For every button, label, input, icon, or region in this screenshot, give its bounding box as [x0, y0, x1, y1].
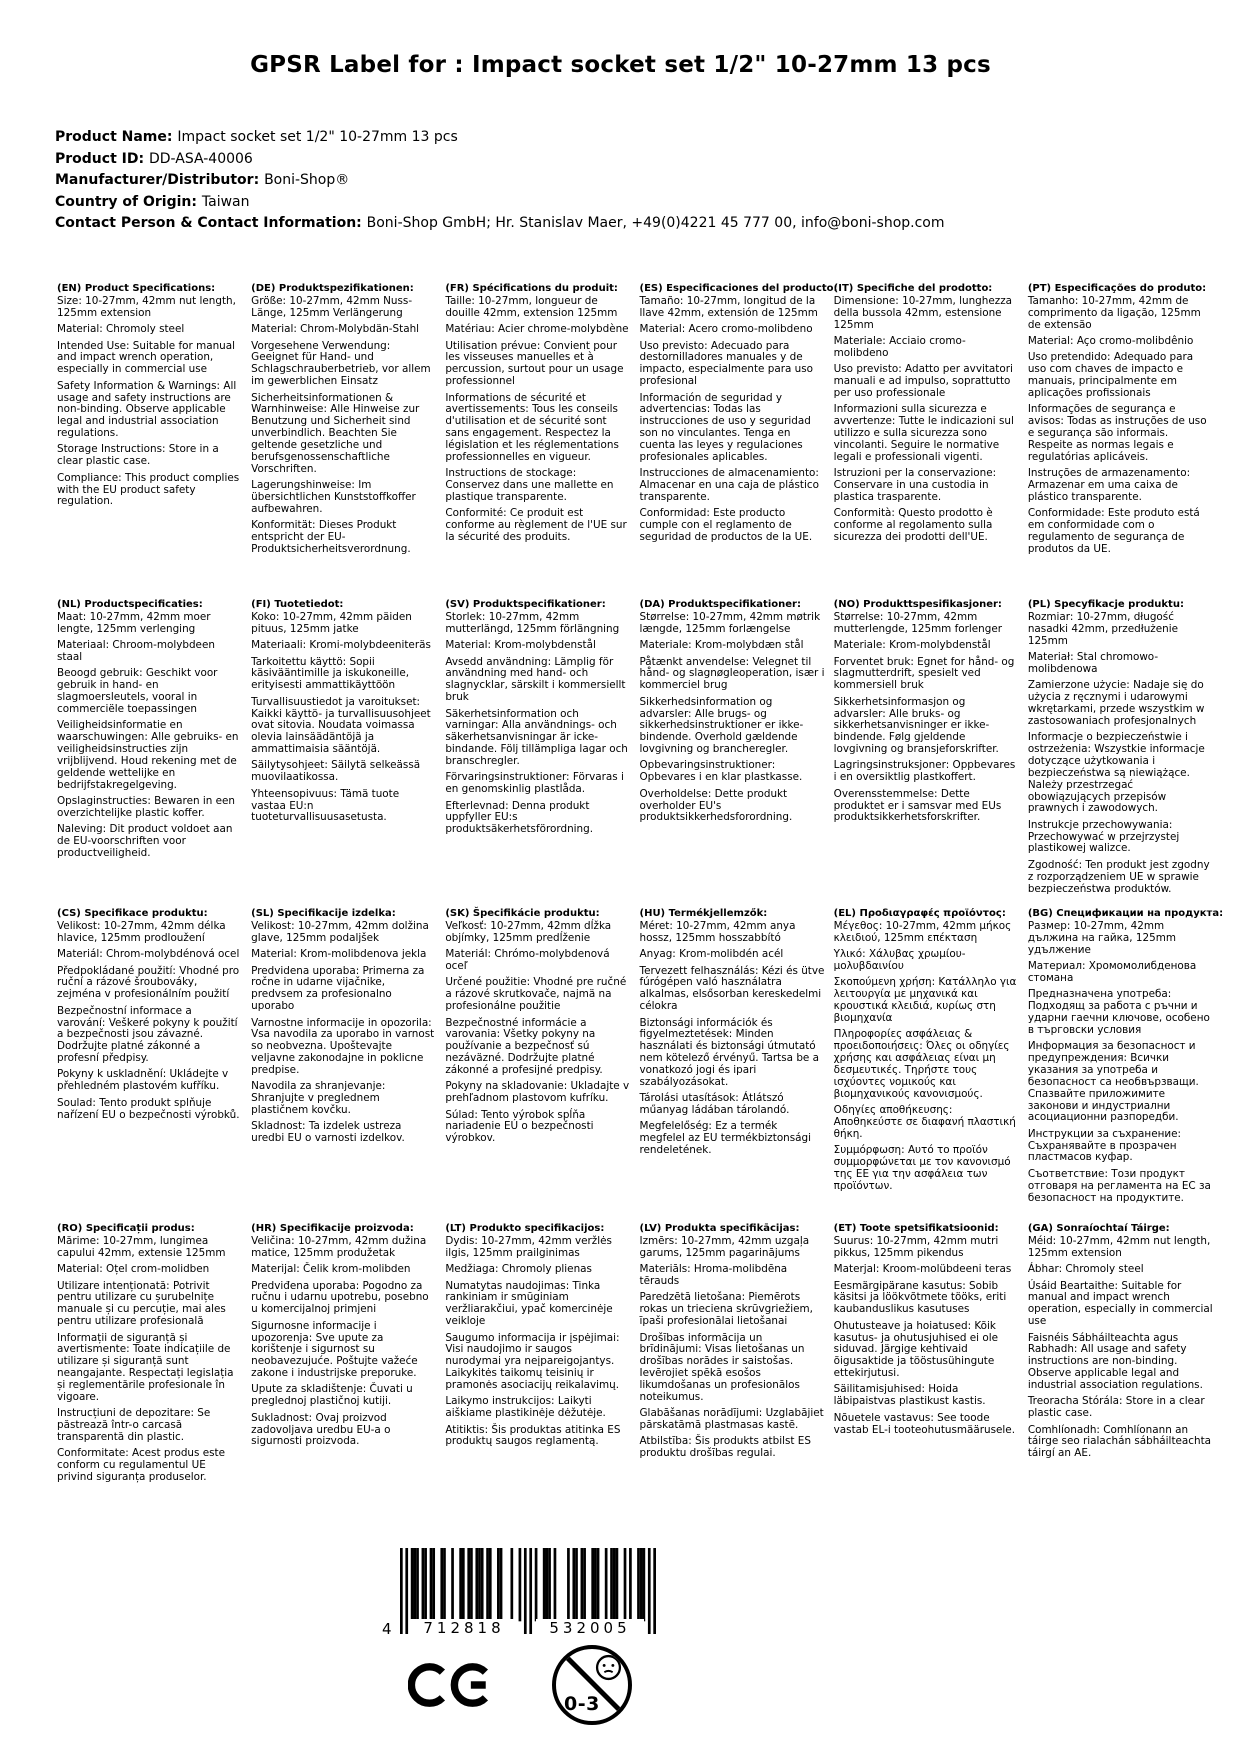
barcode-digits-left-group: 712818 [410, 1619, 518, 1637]
spec-paragraph: Lagerungshinweise: Im übersichtlichen Kunststoffkoffer aufbewahren. [251, 479, 416, 515]
spec-paragraph: Bezpečnostné informácie a varovania: Všetky pokyny na používanie a bezpečnosť sú nezáväzné. Dodržujte platné zákonné a profesijné predpisy. [445, 1016, 603, 1076]
spec-paragraph: Mărime: 10-27mm, lungimea capului 42mm, extensie 125mm [57, 1235, 226, 1259]
spec-paragraph: Größe: 10-27mm, 42mm Nuss-Länge, 125mm Verlängerung [251, 295, 413, 319]
spec-paragraph: Materiale: Acciaio cromo-molibdeno [833, 335, 966, 359]
spec-paragraph: Tervezett felhasználás: Kézi és ütve fúrógépen való használatra alkalmas, elsősorban kereskedelmi célokra [639, 964, 825, 1013]
spec-paragraph: Overholdelse: Dette produkt overholder EU's produktsikkerhedsforordning. [639, 787, 793, 824]
spec-heading: (HR) Specifikacije proizvoda: [251, 1223, 414, 1234]
product-info-label: Product Name: [55, 129, 178, 145]
spec-block-lt [445, 1223, 630, 1453]
spec-paragraph: Suurus: 10-27mm, 42mm mutri pikkus, 125mm pikendus [833, 1235, 999, 1259]
baby-face-icon [595, 1654, 622, 1681]
spec-paragraph: Koko: 10-27mm, 42mm päiden pituus, 125mm jatke [251, 611, 412, 635]
spec-block-sv [445, 599, 630, 841]
spec-heading: (RO) Specificații produs: [57, 1223, 195, 1234]
spec-paragraph: Soulad: Tento produkt splňuje nařízení EU o bezpečnosti výrobků. [57, 1096, 240, 1121]
spec-paragraph: Μέγεθος: 10-27mm, 42mm μήκος κλειδιού, 125mm επέκταση [833, 920, 1012, 944]
spec-paragraph: Størrelse: 10-27mm, 42mm møtrik længde, 125mm forlængelse [639, 611, 821, 635]
spec-paragraph: Méid: 10-27mm, 42mm nut length, 125mm extension [1027, 1235, 1211, 1259]
spec-paragraph: Zamierzone użycie: Nadaje się do użycia z ręcznymi i udarowymi wkrętarkami, przede wszystkim w zastosowaniach profesjonalnych [1027, 679, 1205, 727]
spec-paragraph: Tárolási utasítások: Átlátszó műanyag ládában tárolandó. [639, 1092, 790, 1117]
spec-block-pl [1028, 599, 1213, 900]
spec-paragraph: Materiale: Krom-molybdenstål [833, 639, 991, 652]
spec-row-4 [57, 1223, 1213, 1488]
spec-paragraph: Säilitamisjuhised: Hoida läbipaistvas plastikust kastis. [833, 1383, 986, 1408]
spec-paragraph: Conformità: Questo prodotto è conforme al regolamento sulla sicurezza dei prodotti dell'UE. [833, 507, 993, 543]
spec-heading: (IT) Specifiche del prodotto: [833, 283, 993, 294]
spec-paragraph: Påtænkt anvendelse: Velegnet til hånd- og slagnøgleoperation, især i kommerciel brug [639, 655, 825, 692]
spec-paragraph: Lagringsinstruksjoner: Oppbevares i en oversiktlig plastkoffert. [833, 759, 1016, 784]
spec-paragraph: Материал: Хромомолибденова стомана [1027, 960, 1197, 984]
spec-paragraph: Utilizare intenționată: Potrivit pentru utilizare cu șurubelnițe manuale și cu percuție, mai ales pentru utilizare profesională [57, 1279, 226, 1328]
spec-paragraph: Medžiaga: Chromoly plienas [445, 1263, 592, 1276]
spec-block-pt [1028, 283, 1213, 560]
spec-paragraph: Efterlevnad: Denna produkt uppfyller EU:s produktsäkerhetsförordning. [445, 799, 594, 836]
spec-paragraph: Informazioni sulla sicurezza e avvertenze: Tutte le indicazioni sul utilizzo e sulla sicurezza sono vincolanti. Seguire le normative legali e professionali vigenti. [833, 403, 1014, 463]
spec-paragraph: Material: Aço cromo-molibdênio [1027, 335, 1194, 348]
spec-paragraph: Material: Acero cromo-molibdeno [639, 323, 813, 336]
age-warning-icon [552, 1645, 632, 1725]
spec-paragraph: Laikymo instrukcijos: Laikyti aiškiame plastikinėje dėžutėje. [445, 1395, 606, 1420]
spec-paragraph: Dydis: 10-27mm, 42mm veržlės ilgis, 125mm prailginimas [445, 1235, 612, 1259]
spec-paragraph: Instrucciones de almacenamiento: Almacenar en una caja de plástico transparente. [639, 467, 819, 503]
spec-heading: (BG) Спецификации на продукта: [1027, 908, 1224, 919]
product-info-value: Impact socket set 1/2" 10-27mm 13 pcs [177, 129, 458, 145]
product-info-label: Manufacturer/Distributor: [55, 172, 265, 189]
spec-paragraph: Predviđena uporaba: Pogodno za ručnu i udarnu upotrebu, posebno u komercijalnoj primjeni [251, 1279, 429, 1316]
spec-paragraph: Storlek: 10-27mm, 42mm mutterlängd, 125mm förlängning [445, 611, 620, 635]
spec-paragraph: Veiligheidsinformatie en waarschuwingen: Alle gebruiks- en veiligheidsinstructies zijn vrijblijvend. Houd rekening met de geldende wettelijke en bedrijfstakregelgeving. [57, 719, 239, 791]
spec-paragraph: Informations de sécurité et avertissements: Tous les conseils d'utilisation et de sécurité sont sans engagement. Respectez la législation et les réglementations professionnelles en vigueur. [445, 391, 619, 463]
spec-paragraph: Pokyny k uskladnění: Ukládejte v přehledném plastovém kufříku. [57, 1068, 229, 1093]
spec-paragraph: Instrukcje przechowywania: Przechowywać w przejrzystej plastikowej walizce. [1027, 818, 1180, 855]
spec-paragraph: Säkerhetsinformation och varningar: Alla användnings- och säkerhetsanvisningar är icke-bindande. Följ tillämpliga lagar och branschregler. [445, 707, 628, 767]
spec-paragraph: Инструкции за съхранение: Съхранявайте в прозрачен пластмасов куфар. [1027, 1127, 1182, 1164]
spec-paragraph: Instruções de armazenamento: Armazenar em uma caixa de plástico transparente. [1027, 467, 1191, 503]
spec-paragraph: Forventet bruk: Egnet for hånd- og slagmutterdrift, spesielt ved kommersiell bruk [833, 655, 1015, 692]
product-info-value: Boni-Shop GmbH; Hr. Stanislav Maer, +49(0)4221 45 777 00, info@boni-shop.com [366, 215, 945, 232]
spec-paragraph: Uso pretendido: Adequado para uso com chaves de impacto e manuais, principalmente em aplicações profissionais [1027, 351, 1194, 400]
spec-heading: (DE) Produktspezifikationen: [251, 283, 414, 294]
spec-paragraph: Glabāšanas norādījumi: Uzglabājiet pārskatāmā plastmasas kastē. [639, 1407, 824, 1432]
spec-block-hr [251, 1223, 436, 1453]
spec-paragraph: Förvaringsinstruktioner: Förvaras i en genomskinlig plastlåda. [445, 771, 624, 796]
spec-paragraph: Informacje o bezpieczeństwie i ostrzeżenia: Wszystkie informacje dotyczące użytkowania i bezpieczeństwa są niewiążące. Należy przestrzegać obowiązujących przepisów prawnych i zawodowych. [1027, 731, 1205, 815]
spec-heading: (SV) Produktspecifikationer: [445, 599, 606, 610]
spec-paragraph: Taille: 10-27mm, longueur de douille 42mm, extension 125mm [445, 295, 618, 319]
spec-heading: (HU) Termékjellemzők: [639, 908, 768, 919]
spec-paragraph: Informações de segurança e avisos: Todas as instruções de uso e segurança são informais. Respeite as normas legais e regulatórias aplicáveis. [1027, 403, 1207, 463]
spec-paragraph: Materiał: Stal chromowo-molibdenowa [1027, 651, 1159, 675]
spec-paragraph: Σκοπούμενη χρήση: Κατάλληλο για λειτουργία με μηχανικά και κρουστικά κλειδιά, κυρίως στη βιομηχανία [833, 976, 1017, 1025]
product-info-row [55, 170, 1201, 192]
product-info-label: Product ID: [55, 150, 149, 167]
spec-block-en [57, 283, 242, 513]
spec-paragraph: Izmērs: 10-27mm, 42mm uzgaļa garums, 125mm pagarinājums [639, 1235, 810, 1259]
spec-heading: (ES) Especificaciones del producto: [639, 283, 838, 294]
spec-heading: (FR) Spécifications du produit: [445, 283, 618, 294]
spec-paragraph: Saugumo informacija ir įspėjimai: Visi naudojimo ir saugos nurodymai yra neįpareigojantys. Laikykitės taikomų teisinių ir pramonės asociacijų reikalavimų. [445, 1331, 620, 1391]
spec-paragraph: Tamaño: 10-27mm, longitud de la llave 42mm, extensión de 125mm [639, 295, 818, 319]
barcode-digit-left: 4 [382, 1620, 392, 1638]
barcode-digits-right-group: 532005 [536, 1619, 644, 1637]
spec-paragraph: Maat: 10-27mm, 42mm moer lengte, 125mm verlenging [57, 611, 211, 635]
spec-paragraph: Uso previsto: Adecuado para destornilladores manuales y de impacto, especialmente para uso profesional [639, 339, 814, 388]
spec-heading: (LT) Produkto specifikacijos: [445, 1223, 605, 1234]
spec-paragraph: Πληροφορίες ασφάλειας & προειδοποιήσεις: Όλες οι οδηγίες χρήσης και ασφάλειας είναι μη δεσμευτικές. Τηρήστε τους ισχύοντες νομικούς και βιομηχανικούς κανονισμούς. [833, 1028, 1010, 1100]
spec-paragraph: Materiaali: Kromi-molybdeeniteräs [251, 639, 431, 652]
spec-paragraph: Sikkerhedsinformation og advarsler: Alle brugs- og sikkerhedsinstruktioner er ikke-bindende. Overhold gældende lovgivning og brancheregler. [639, 695, 804, 756]
spec-paragraph: Istruzioni per la conservazione: Conservare in una custodia in plastica trasparente. [833, 467, 997, 503]
spec-paragraph: Konformität: Dieses Produkt entspricht der EU-Produktsicherheitsverordnung. [251, 519, 411, 555]
product-info-row [55, 213, 1201, 235]
spec-paragraph: Comhlíonadh: Comhlíonann an táirge seo rialachán sábháilteachta táirgí an AE. [1027, 1423, 1212, 1460]
spec-block-sl [251, 908, 436, 1150]
spec-paragraph: Úsáid Beartaithe: Suitable for manual and impact wrench operation, especially in commercial use [1027, 1279, 1213, 1328]
spec-paragraph: Skladnost: Ta izdelek ustreza uredbi EU o varnosti izdelkov. [251, 1120, 405, 1145]
spec-heading: (LV) Produkta specifikācijas: [639, 1223, 800, 1234]
spec-heading: (FI) Tuotetiedot: [251, 599, 344, 610]
spec-paragraph: Anyag: Krom-molibdén acél [639, 948, 784, 961]
spec-block-it [834, 283, 1019, 548]
spec-paragraph: Tamanho: 10-27mm, 42mm de comprimento da ligação, 125mm de extensão [1027, 295, 1201, 331]
spec-paragraph: Conformitate: Acest produs este conform cu regulamentul UE privind siguranța produselor. [57, 1447, 226, 1483]
spec-paragraph: Предназначена употреба: Подходящ за работа с ръчни и ударни гаечни ключове, особено в търговски условия [1027, 988, 1210, 1036]
spec-paragraph: Súlad: Tento výrobok spĺňa nariadenie EÚ o bezpečnosti výrobkov. [445, 1108, 594, 1145]
spec-paragraph: Eesmärgipärane kasutus: Sobib käsitsi ja löökvõtmete tööks, eriti kaubanduslikus kasutuses [833, 1279, 1007, 1316]
product-info-label: Contact Person & Contact Information: [55, 215, 367, 232]
spec-paragraph: Conformidade: Este produto está em conformidade com o regulamento de segurança de produtos da UE. [1027, 507, 1200, 555]
spec-paragraph: Materiale: Krom-molybdæn stål [639, 639, 804, 652]
spec-block-es [639, 283, 838, 548]
spec-paragraph: Materiaal: Chroom-molybdeen staal [57, 639, 215, 664]
product-info-value: Taiwan [201, 193, 250, 210]
spec-block-sk [445, 908, 630, 1150]
spec-paragraph: Zgodność: Ten produkt jest zgodny z rozporządzeniem UE w sprawie bezpieczeństwa produktów. [1027, 858, 1210, 895]
spec-paragraph: Compliance: This product complies with the EU product safety regulation. [57, 471, 240, 508]
spec-paragraph: Nõuetele vastavus: See toode vastab EL-i tooteohutusmäärusele. [833, 1411, 1015, 1436]
spec-paragraph: Atbilstība: Šis produkts atbilst ES produktu drošības regulai. [639, 1435, 811, 1460]
spec-paragraph: Размер: 10-27mm, 42mm дължина на гайка, 125mm удължение [1027, 920, 1176, 956]
spec-paragraph: Οδηγίες αποθήκευσης: Αποθηκεύστε σε διαφανή πλαστική θήκη. [833, 1104, 1016, 1140]
spec-paragraph: Pokyny na skladovanie: Ukladajte v prehľadnom plastovom kufríku. [445, 1080, 630, 1105]
spec-paragraph: Velikost: 10-27mm, 42mm dolžina glave, 125mm podaljšek [251, 920, 429, 944]
spec-paragraph: Material: Chromoly steel [57, 323, 185, 336]
spec-block-hu [640, 908, 825, 1161]
spec-paragraph: Určené použitie: Vhodné pre ručné a rázové skrutkovače, najmä na profesionálne použitie [445, 976, 627, 1013]
spec-heading: (PT) Especificações do produto: [1027, 283, 1207, 294]
page-title: GPSR Label for : Impact socket set 1/2" 10-27mm 13 pcs [250, 52, 991, 78]
spec-paragraph: Varnostne informacije in opozorila: Vsa navodila za uporabo in varnost so neobvezna. Upoštevajte veljavne zakonodajne in poklicne predpise. [251, 1016, 435, 1076]
spec-paragraph: Συμμόρφωση: Αυτό το προϊόν συμμορφώνεται με τον κανονισμό της ΕΕ για την ασφάλεια των προϊόντων. [833, 1144, 1011, 1192]
product-info-row [55, 149, 1201, 171]
spec-block-et [834, 1223, 1019, 1441]
spec-paragraph: Tarkoitettu käyttö: Sopii käsivääntimille ja iskukoneille, erityisesti ammattikäyttöön [251, 655, 410, 692]
product-info [55, 127, 1201, 235]
spec-block-no [834, 599, 1019, 829]
barcode-digits [382, 1619, 656, 1639]
spec-paragraph: Drošības informācija un brīdinājumi: Visas lietošanas un drošības norādes ir saistošas. Ievērojiet spēkā esošos likumdošanas un profesionālos noteikumus. [639, 1331, 805, 1403]
spec-block-de [251, 283, 436, 560]
spec-paragraph: Sikkerhetsinformasjon og advarsler: Alle bruks- og sikkerhetsanvisninger er ikke-bindende. Følg gjeldende lovgivning og bransjeforskrifter. [833, 695, 999, 756]
spec-paragraph: Информация за безопасност и предупреждения: Всички указания за употреба и безопасност са необвързващи. Спазвайте приложимите законови и индустриални асоциационни разпоредби. [1027, 1040, 1199, 1124]
spec-heading: (PL) Specyfikacje produktu: [1027, 599, 1184, 610]
spec-paragraph: Predvidena uporaba: Primerna za ročne in udarne vijačnike, predvsem za profesionalno uporabo [251, 964, 425, 1013]
spec-paragraph: Veličina: 10-27mm, 42mm dužina matice, 125mm produžetak [251, 1235, 427, 1259]
spec-paragraph: Rozmiar: 10-27mm, długość nasadki 42mm, przedłużenie 125mm [1027, 611, 1178, 647]
spec-row-1 [57, 283, 1213, 560]
spec-paragraph: Съответствие: Този продукт отговаря на регламента на ЕС за безопасност на продуктите. [1027, 1167, 1211, 1204]
spec-paragraph: Materjal: Kroom-molübdeeni teras [833, 1263, 1012, 1276]
spec-paragraph: Intended Use: Suitable for manual and impact wrench operation, especially in commercial use [57, 339, 235, 376]
spec-paragraph: Material: Krom-molibdenova jekla [251, 948, 427, 961]
spec-paragraph: Ohutusteave ja hoiatused: Kõik kasutus- ja ohutusjuhised ei ole siduvad. Järgige kehtivaid õigusaktide ja tööstusühingute ettekirjutusi. [833, 1319, 999, 1380]
spec-paragraph: Sigurnosne informacije i upozorenja: Sve upute za korištenje i sigurnost su neobavezujuće. Poštujte važeće zakone i industrijske preporuke. [251, 1319, 418, 1380]
spec-paragraph: Utilisation prévue: Convient pour les visseuses manuelles et à percussion, surtout pour un usage professionnel [445, 339, 624, 388]
ean13-barcode [382, 1548, 656, 1642]
spec-heading: (SK) Špecifikácie produktu: [445, 908, 600, 919]
spec-paragraph: Naleving: Dit product voldoet aan de EU-voorschriften voor productveiligheid. [57, 823, 233, 859]
spec-paragraph: Overensstemmelse: Dette produktet er i samsvar med EUs produktsikkerhetsforskrifter. [833, 787, 1002, 824]
spec-paragraph: Informații de siguranță și avertismente: Toate indicațiile de utilizare și siguranță sunt neangajante. Respectați legislația și reglementările profesionale în vigoare. [57, 1331, 234, 1403]
spec-paragraph: Säilytysohjeet: Säilytä selkeässä muovilaatikossa. [251, 759, 421, 784]
spec-paragraph: Opslaginstructies: Bewaren in een overzichtelijke plastic koffer. [57, 795, 235, 819]
product-info-value: DD-ASA-40006 [148, 150, 253, 167]
spec-paragraph: Safety Information & Warnings: All usage and safety instructions are non-binding. Observe applicable legal and industrial association regulations. [57, 379, 237, 440]
spec-paragraph: Treoracha Stórála: Store in a clear plastic case. [1027, 1395, 1205, 1420]
spec-block-nl [57, 599, 242, 864]
spec-block-cs [57, 908, 242, 1126]
spec-paragraph: Størrelse: 10-27mm, 42mm mutterlengde, 125mm forlenger [833, 611, 1003, 635]
spec-paragraph: Bezpečnostní informace a varování: Veškeré pokyny k použití a bezpečnosti jsou závazné. Dodržujte platné zákonné a profesní předpisy. [57, 1004, 238, 1065]
spec-heading: (CS) Specifikace produktu: [57, 908, 208, 919]
spec-paragraph: Méret: 10-27mm, 42mm anya hossz, 125mm hosszabbító [639, 920, 796, 944]
spec-paragraph: Beoogd gebruik: Geschikt voor gebruik in hand- en slagmoersleutels, vooral in commerciële toepassingen [57, 667, 218, 716]
spec-paragraph: Paredzētā lietošana: Piemērots rokas un trieciena skrūvgriežiem, īpaši profesionālai lietošanai [639, 1291, 813, 1328]
spec-paragraph: Navodila za shranjevanje: Shranjujte v preglednem plastičnem kovčku. [251, 1080, 386, 1117]
spec-heading: (SL) Specifikacije izdelka: [251, 908, 396, 919]
spec-paragraph: Instrucțiuni de depozitare: Se păstrează într-o carcasă transparentă din plastic. [57, 1407, 211, 1443]
spec-paragraph: Conformité: Ce produit est conforme au règlement de l'UE sur la sécurité des produits. [445, 507, 627, 543]
spec-heading: (GA) Sonraíochtaí Táirge: [1027, 1223, 1170, 1234]
age-warning-label: 0-3 [564, 1693, 600, 1715]
product-info-row [55, 127, 1201, 149]
spec-heading: (DA) Produktspecifikationer: [639, 599, 801, 610]
spec-paragraph: Upute za skladištenje: Čuvati u preglednoj plastičnoj kutiji. [251, 1383, 413, 1408]
spec-paragraph: Faisnéis Sábháilteachta agus Rabhadh: All usage and safety instructions are non-binding. Observe applicable legal and industrial association regulations. [1027, 1331, 1203, 1391]
spec-block-bg [1027, 908, 1224, 1209]
spec-block-da [640, 599, 825, 829]
spec-paragraph: Materiāls: Hroma-molibdēna tērauds [639, 1263, 788, 1288]
spec-paragraph: Biztonsági információk és figyelmeztetések: Minden használati és biztonsági útmutató nem kötelező érvényű. Tartsa be a vonatkozó jogi és ipari szabályozásokat. [639, 1016, 819, 1088]
spec-paragraph: Sicherheitsinformationen & Warnhinweise: Alle Hinweise zur Benutzung und Sicherheit sind unverbindlich. Beachten Sie geltende gesetzliche und berufsgenossenschaftliche Vorschriften. [251, 391, 420, 475]
spec-paragraph: Material: Chrom-Molybdän-Stahl [251, 323, 420, 336]
spec-paragraph: Conformidad: Este producto cumple con el reglamento de seguridad de productos de la UE. [639, 507, 813, 543]
spec-heading: (ET) Toote spetsifikatsioonid: [833, 1223, 999, 1234]
spec-paragraph: Información de seguridad y advertencias: Todas las instrucciones de uso y seguridad son no vinculantes. Tenga en cuenta las leyes y regulaciones profesionales aplicables. [639, 391, 811, 463]
spec-paragraph: Material: Oțel crom-molidben [57, 1263, 210, 1276]
spec-paragraph: Matériau: Acier chrome-molybdène [445, 323, 629, 336]
spec-block-lv [640, 1223, 825, 1465]
spec-paragraph: Size: 10-27mm, 42mm nut length, 125mm extension [57, 295, 236, 319]
spec-paragraph: Yhteensopivuus: Tämä tuote vastaa EU:n tuoteturvallisuusasetusta. [251, 787, 400, 824]
spec-paragraph: Materiál: Chrómo-molybdenová oceľ [445, 948, 610, 973]
spec-block-fi [251, 599, 436, 829]
spec-heading: (NL) Productspecificaties: [57, 599, 203, 610]
spec-paragraph: Předpokládané použití: Vhodné pro ruční a rázové šroubováky, zejména v profesionálním použití [57, 964, 240, 1001]
spec-row-3 [57, 908, 1224, 1209]
spec-paragraph: Instructions de stockage: Conservez dans une mallette en plastique transparente. [445, 467, 614, 503]
spec-heading: (EL) Προδιαγραφές προϊόντος: [833, 908, 1006, 919]
spec-paragraph: Materijal: Čelik krom-molibden [251, 1263, 411, 1276]
spec-paragraph: Megfelelőség: Ez a termék megfelel az EU termékbiztonsági rendeletének. [639, 1120, 812, 1157]
spec-block-ga [1028, 1223, 1213, 1465]
spec-paragraph: Velikost: 10-27mm, 42mm délka hlavice, 125mm prodloužení [57, 920, 226, 944]
spec-paragraph: Turvallisuustiedot ja varoitukset: Kaikki käyttö- ja turvallisuusohjeet ovat sitovia. Noudata voimassa olevia lainsäädäntöjä ja ammattimaisia sääntöjä. [251, 695, 431, 756]
spec-paragraph: Sukladnost: Ovaj proizvod zadovoljava uredbu EU-a o sigurnosti proizvoda. [251, 1411, 391, 1448]
product-info-label: Country of Origin: [55, 193, 202, 210]
spec-heading: (EN) Product Specifications: [57, 283, 216, 294]
spec-paragraph: Material: Krom-molybdenstål [445, 639, 596, 652]
spec-row-2 [57, 599, 1213, 900]
spec-block-el [834, 908, 1019, 1197]
spec-paragraph: Dimensione: 10-27mm, lunghezza della bussola 42mm, estensione 125mm [833, 295, 1013, 331]
ce-mark-icon [408, 1656, 494, 1714]
spec-block-ro [57, 1223, 242, 1488]
spec-paragraph: Υλικό: Χάλυβας χρωμίου-μολυβδαινίου [833, 948, 966, 973]
spec-paragraph: Ábhar: Chromoly steel [1027, 1263, 1144, 1276]
spec-paragraph: Materiál: Chrom-molybdénová ocel [57, 948, 240, 961]
product-info-row [55, 192, 1201, 214]
spec-paragraph: Storage Instructions: Store in a clear plastic case. [57, 443, 219, 468]
spec-paragraph: Veľkosť: 10-27mm, 42mm dĺžka objímky, 125mm predĺženie [445, 920, 612, 944]
product-info-value: Boni-Shop® [264, 172, 350, 189]
spec-paragraph: Opbevaringsinstruktioner: Opbevares i en klar plastkasse. [639, 759, 803, 784]
spec-paragraph: Vorgesehene Verwendung: Geeignet für Hand- und Schlagschrauberbetrieb, vor allem im gewerblichen Einsatz [251, 339, 431, 388]
spec-block-fr [445, 283, 630, 548]
spec-paragraph: Uso previsto: Adatto per avvitatori manuali e ad impulso, soprattutto per uso professionale [833, 363, 1013, 400]
spec-paragraph: Atitiktis: Šis produktas atitinka ES produktų saugos reglamentą. [445, 1423, 621, 1448]
spec-paragraph: Avsedd användning: Lämplig för användning med hand- och slagnycklar, särskilt i kommersiellt bruk [445, 655, 626, 704]
spec-heading: (NO) Produkttspesifikasjoner: [833, 599, 1002, 610]
spec-paragraph: Numatytas naudojimas: Tinka rankiniam ir smūginiam veržliarakčiui, ypač komercinėje veikloje [445, 1279, 613, 1328]
